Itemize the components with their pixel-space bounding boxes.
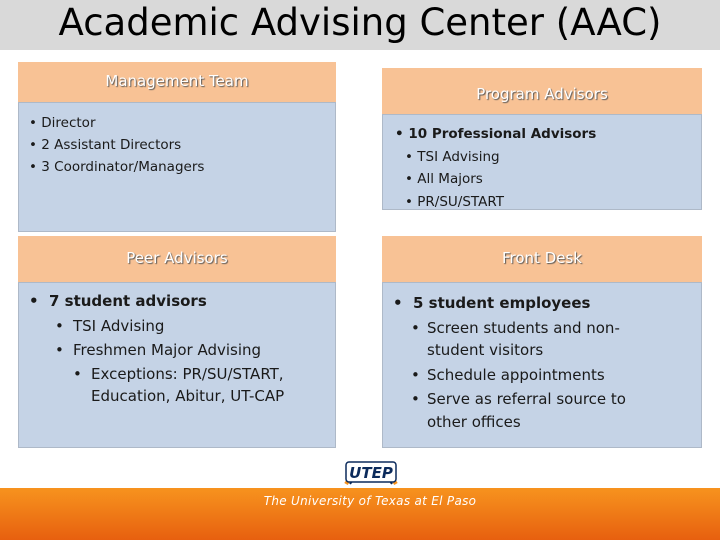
management-item-assistant-directors: 2 Assistant Directors — [41, 137, 182, 153]
program-item-majors: All Majors — [417, 171, 483, 187]
list-item: • Serve as referral source to other offices — [411, 390, 626, 431]
slide-title: Academic Advising Center (AAC) — [58, 1, 662, 44]
front-main-text: 5 student employees — [413, 294, 591, 312]
management-item-director: Director — [41, 115, 96, 131]
program-header: Program Advisors — [382, 68, 702, 114]
program-body — [382, 114, 702, 210]
list-item: • All Majors — [405, 171, 483, 187]
list-item: • Freshmen Major Advising — [55, 341, 262, 359]
list-item: • Schedule appointments — [411, 365, 605, 384]
peer-item-tsi: TSI Advising — [73, 316, 165, 335]
peer-item-freshmen: Freshmen Major Advising — [73, 341, 262, 359]
program-card — [382, 68, 702, 210]
list-item: • 2 Assistant Directors — [29, 137, 182, 153]
list-item: • Screen students and non-student visitors — [411, 318, 620, 359]
list-item: • TSI Advising — [55, 316, 165, 335]
program-item-pr: PR/SU/START — [417, 193, 504, 210]
program-list — [395, 146, 701, 214]
management-card — [18, 62, 336, 232]
front-main-item: • 5 student employees — [393, 294, 591, 312]
management-item-coordinators: 3 Coordinator/Managers — [41, 159, 205, 175]
front-card — [382, 236, 702, 448]
management-list — [29, 112, 335, 178]
front-header: Front Desk — [382, 236, 702, 282]
front-body — [382, 282, 702, 448]
footer-text: The University of Texas at El Paso — [263, 494, 477, 508]
management-header: Management Team — [18, 62, 336, 102]
program-main-text: 10 Professional Advisors — [408, 126, 597, 142]
front-item-schedule: Schedule appointments — [427, 365, 605, 384]
peer-item-exceptions: Exceptions: PR/SU/START, Education, Abitur, UT-CAP — [91, 364, 285, 405]
front-item-referral: Serve as referral source to other offices — [427, 390, 626, 431]
list-item: • TSI Advising — [405, 148, 500, 165]
peer-card — [18, 236, 336, 448]
peer-main-text: 7 student advisors — [49, 292, 207, 310]
utep-logo — [340, 444, 402, 492]
list-item: • Director — [29, 115, 96, 131]
program-main-item: • 10 Professional Advisors — [395, 126, 597, 142]
logo-text: UTEP — [349, 464, 393, 482]
list-item: • PR/SU/START — [405, 193, 504, 210]
management-body — [18, 102, 336, 232]
peer-header: Peer Advisors — [18, 236, 336, 282]
front-item-screen: Screen students and non-student visitors — [427, 318, 620, 359]
list-item: • Exceptions: PR/SU/START, Education, Abitur, UT-CAP — [73, 364, 285, 405]
peer-main-item: • 7 student advisors — [29, 292, 207, 310]
peer-body — [18, 282, 336, 448]
list-item: • 3 Coordinator/Managers — [29, 159, 205, 175]
program-item-tsi: TSI Advising — [417, 148, 500, 165]
